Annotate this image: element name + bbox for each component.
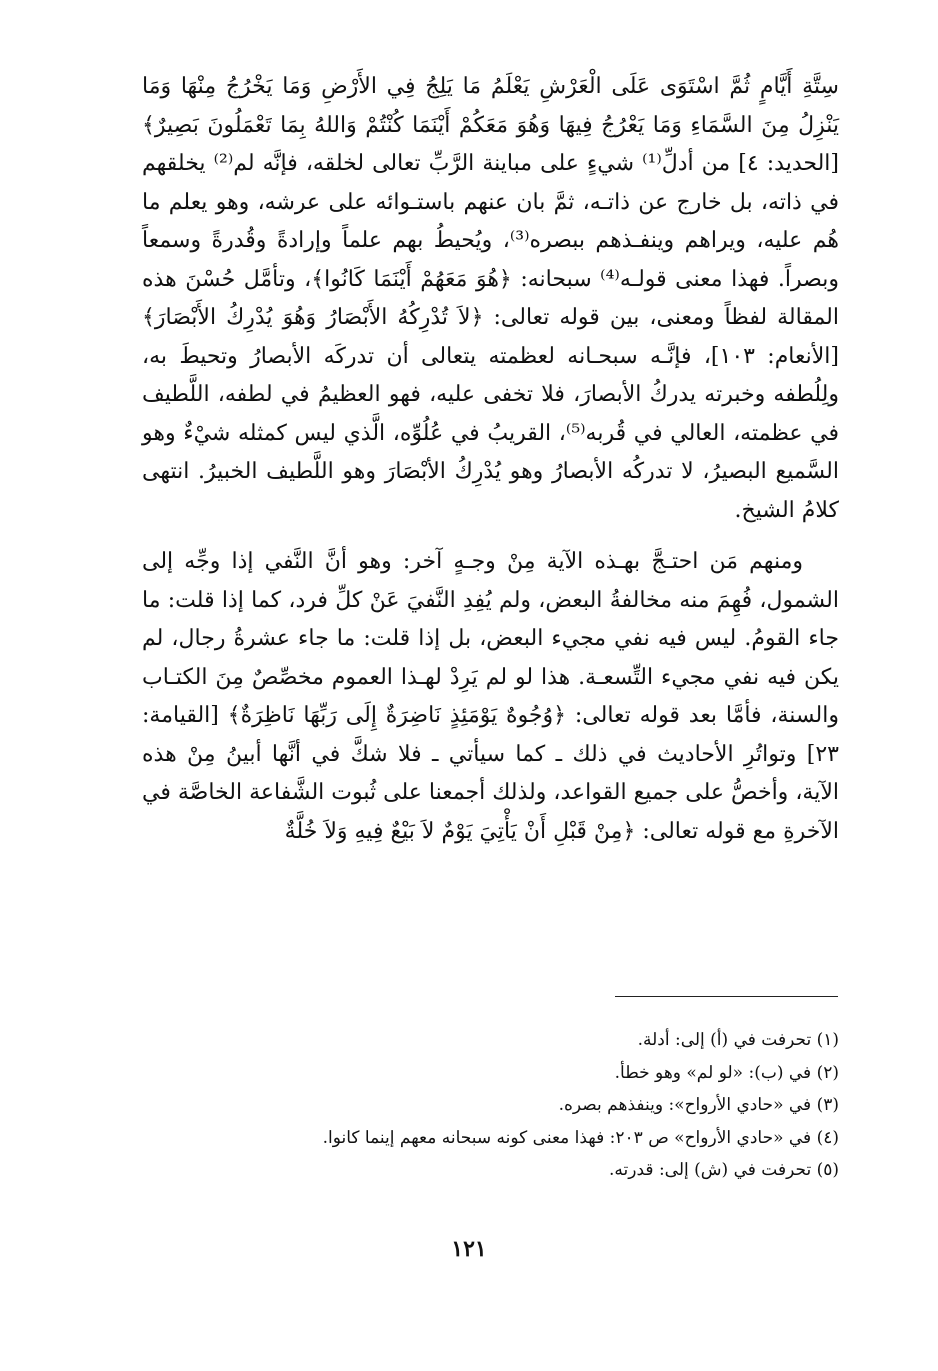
- page-number: ١٢١: [451, 1236, 487, 1262]
- footnote-4: (٤) في «حادي الأرواح» ص ٢٠٣: فهذا معنى كونه سبحانه معهم إينما كانوا.: [322, 1127, 839, 1148]
- footnote-1: (١) تحرفت في (أ) إلى: أدلة.: [637, 1030, 839, 1050]
- footnotes: [142, 1024, 839, 1187]
- footnote-3: (٣) في «حادي الأرواح»: وينفذهم بصره.: [558, 1095, 839, 1115]
- paragraph-1: سِتَّةِ أَيَّامٍ ثُمَّ اسْتَوَى عَلَى الْعَرْشِ يَعْلَمُ مَا يَلِجُ فِي الأَرْضِ وَمَا يَخْرُجُ مِنْهَا وَمَا يَنْزِلُ مِنَ السَّمَاءِ وَمَا يَعْرُجُ فِيهَا وَهُوَ مَعَكُمْ أَيْنَمَا كُنْتُمْ وَاللهُ بِمَا تَعْمَلُونَ بَصِيرٌ﴾ [الحديد: ٤] من أدلِّ⁽¹⁾ شيءٍ على مباينة الرَّبِّ تعالى لخلقه، فإنَّه لم⁽²⁾ يخلقهم في ذاته، بل خارج عن ذاتـه، ثمَّ بان عنهم باستـوائه على عرشه، وهو يعلم ما هُم عليه، ويراهم وينفـذهم ببصره⁽³⁾، ويُحيطُ بهم علماً وإرادةً وقُدرةً وسمعاً وبصراً. فهذا معنى قولـه⁽⁴⁾ سبحانه: ﴿هُوَ مَعَهُمْ أَيْنَمَا كَانُوا﴾، وتأمَّل حُسْنَ هذه المقالة لفظاً ومعنى، بين قوله تعالى: ﴿لاَ تُدْرِكُهُ الأَبْصَارُ وَهُوَ يُدْرِكُ الأَبْصَارَ﴾ [الأنعام: ١٠٣]، فإنَّـه سبحـانه لعظمته يتعالى أن تدركَه الأبصارُ وتحيطَ به، ولِلُطفه وخبرته يدركُ الأبصارَ، فلا تخفى عليه، فهو العظيمُ في لطفه، اللَّطيف في عظمته، العالي في قُربه⁽⁵⁾، القريبُ في عُلُوِّه، الَّذي ليس كمثله شيْءٌ وهو السَّميع البصيرُ، لا تدركُه الأبصارُ وهو يُدْرِكُ الأبْصَارَ وهو اللَّطيف الخبيرُ. انتهى كلامُ الشيخ.: [142, 74, 840, 523]
- footnote-separator: [615, 996, 838, 997]
- main-text: [142, 68, 839, 851]
- footnote-2: (٢) في (ب): «لو لم» وهو خطأ.: [614, 1062, 839, 1083]
- paragraph-2: ومنهم مَن احتـجَّ بهـذه الآية مِنْ وجـهٍ آخر: وهو أنَّ النَّفي إذا وجِّه إلى الشمول، فُهِمَ منه مخالفةُ البعض، ولم يُفِدِ النَّفيَ عَنْ كلِّ فرد، كما إذا قلت: ما جاء القومُ. ليس فيه نفي مجيء البعض، بل إذا قلت: ما جاء عشرةُ رجال، لم يكن فيه نفي مجيء التِّسعـة. هذا لو لم يَرِدْ لهـذا العموم مخصِّصٌ مِنَ الكتـاب والسنة، فأمَّا بعد قوله تعالى: ﴿وُجُوهٌ يَوْمَئِذٍ نَاضِرَةٌ إِلَى رَبِّهَا نَاظِرَةٌ﴾ [القيامة: ٢٣] وتواتُرِ الأحاديث في ذلك ـ كما سيأتي ـ فلا شكَّ في أنَّها أبينُ مِنْ هذه الآية، وأخصُّ على جميع القواعد، ولذلك أجمعنا على ثُبوت الشَّفاعة الخاصَّة في الآخرةِ مع قوله تعالى: ﴿مِنْ قَبْلِ أَنْ يَأْتِيَ يَوْمٌ لاَ بَيْعٌ فِيهِ وَلاَ خُلَّةٌ: [142, 549, 839, 844]
- footnote-5: (٥) تحرفت في (ش) إلى: قدرته.: [609, 1160, 839, 1180]
